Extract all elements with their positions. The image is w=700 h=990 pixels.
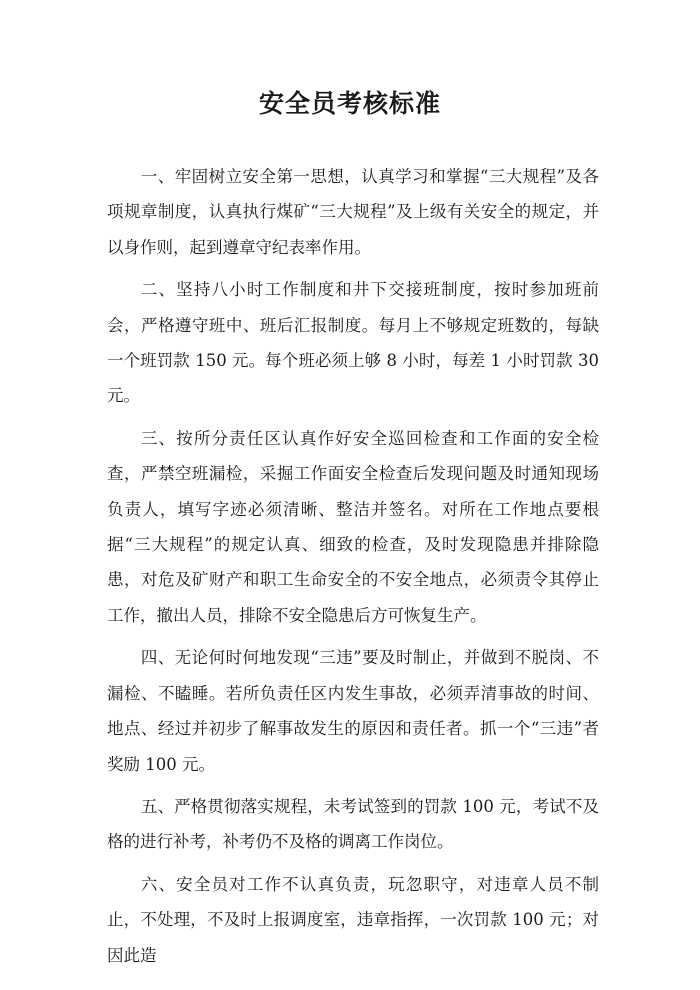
paragraph-2: 二、坚持八小时工作制度和井下交接班制度，按时参加班前会，严格遵守班中、班后汇报制度。每月上不够规定班数的，每缺一个班罚款 150 元。每个班必须上够 8 小时，每差 1 小时罚款 30 元。 bbox=[107, 280, 599, 406]
document-title: 安全员考核标准 bbox=[258, 89, 441, 118]
paragraph-5: 五、严格贯彻落实规程，未考试签到的罚款 100 元，考试不及格的进行补考，补考仍不及格的调离工作岗位。 bbox=[107, 796, 599, 852]
paragraph-3: 三、按所分责任区认真作好安全巡回检查和工作面的安全检查，严禁空班漏检，采掘工作面安全检查后发现问题及时通知现场负责人，填写字迹必须清晰、整洁并签名。对所在工作地点要根据“三大规程”的规定认真、细致的检查，及时发现隐患并排除隐患，对危及矿财产和职工生命安全的不安全地点，必须责令其停止工作，撤出人员，排除不安全隐患后方可恢复生产。 bbox=[107, 428, 599, 625]
document-body bbox=[107, 159, 599, 980]
paragraph-1: 一、牢固树立安全第一思想，认真学习和掌握“三大规程”及各项规章制度，认真执行煤矿“三大规程”及上级有关安全的规定，并以身作则，起到遵章守纪表率作用。 bbox=[107, 167, 599, 257]
paragraph-6: 六、安全员对工作不认真负责，玩忽职守，对违章人员不制止，不处理，不及时上报调度室，违章指挥，一次罚款 100 元；对因此造 bbox=[107, 874, 599, 965]
paragraph-4: 四、无论何时何地发现“三违”要及时制止，并做到不脱岗、不漏检、不瞌睡。若所负责任区内发生事故，必须弄清事故的时间、地点、经过并初步了解事故发生的原因和责任者。抓一个“三违”者奖励 100 元。 bbox=[107, 648, 599, 774]
